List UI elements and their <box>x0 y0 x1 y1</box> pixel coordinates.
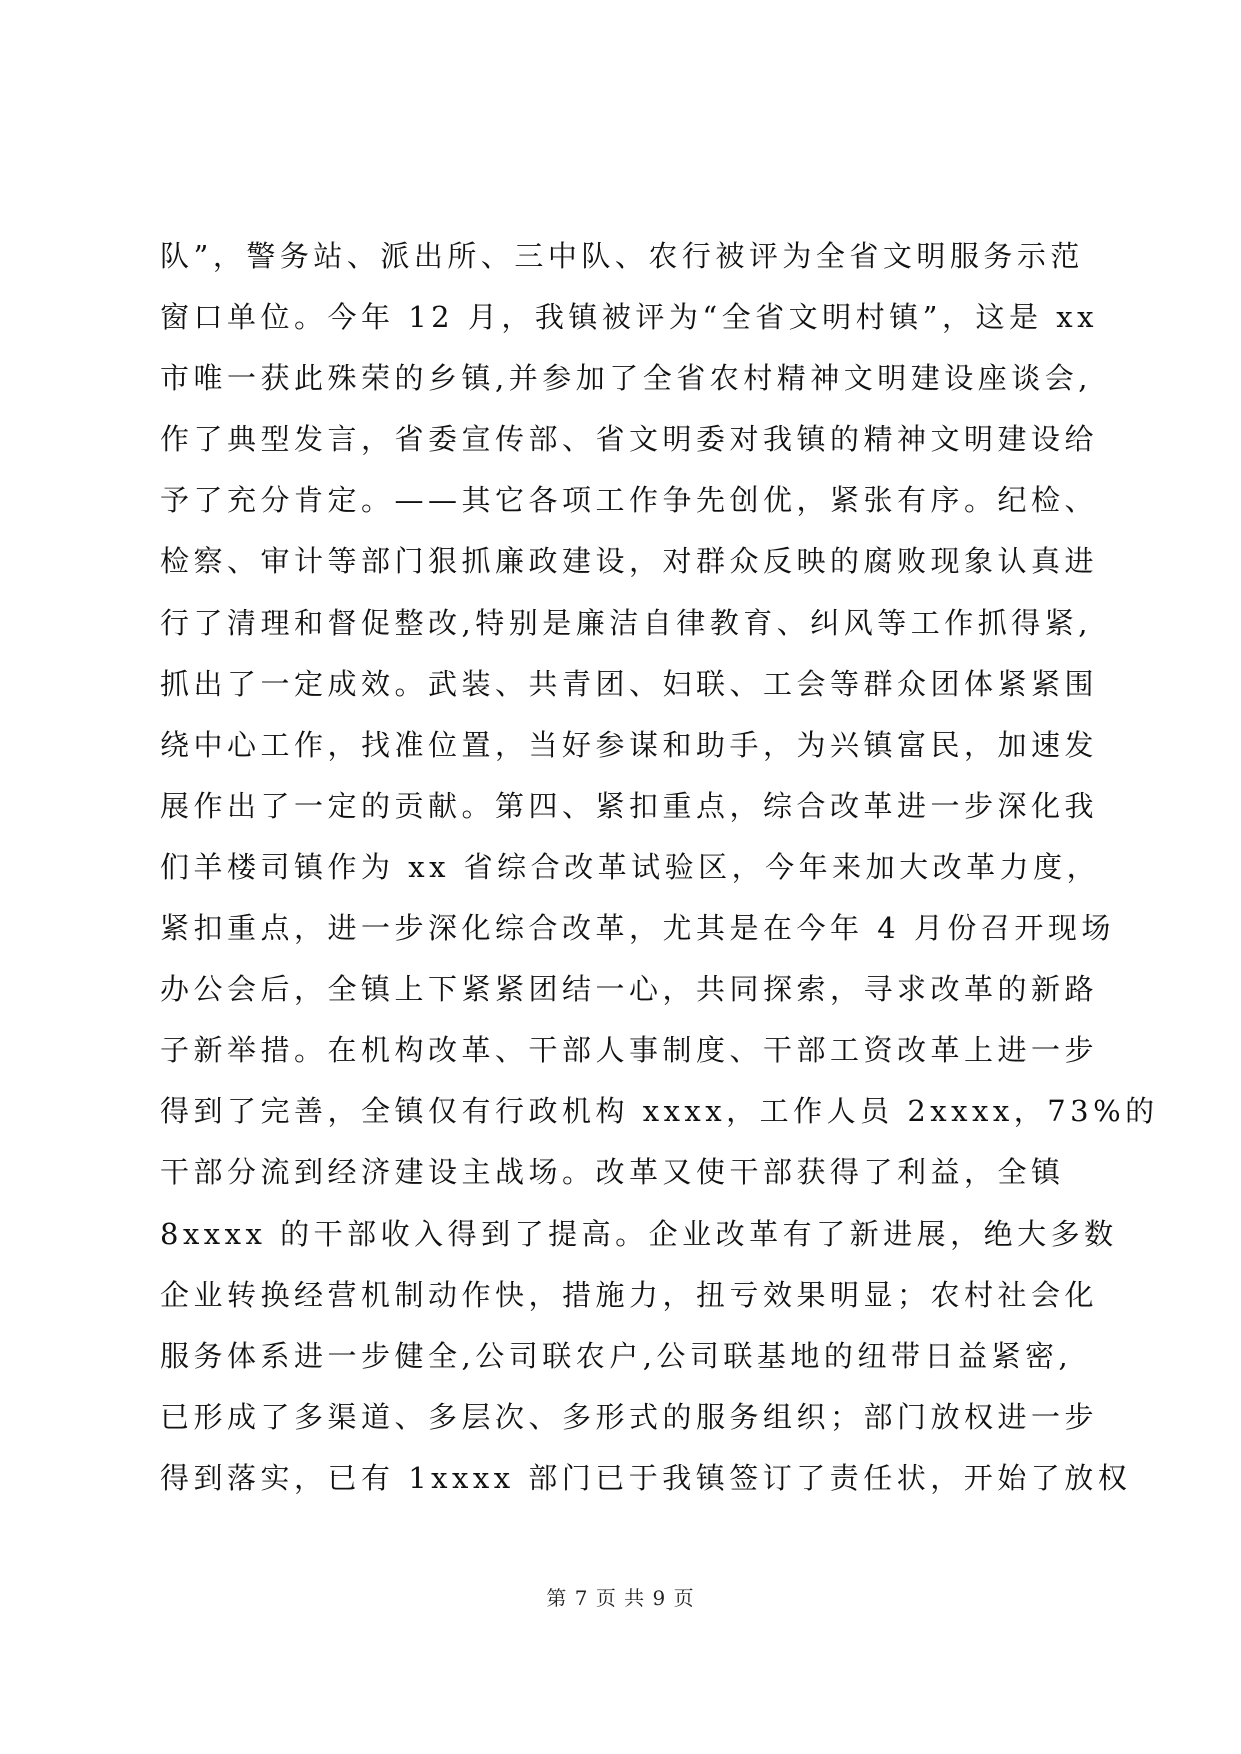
text-line: 抓出了一定成效。武装、共青团、妇联、工会等群众团体紧紧围 <box>160 666 1099 701</box>
text-line: 予了充分肯定。——其它各项工作争先创优，紧张有序。纪检、 <box>160 483 1099 518</box>
text-line: 得到了完善，全镇仅有行政机构 xxxx，工作人员 2xxxx，73%的 <box>160 1094 1159 1129</box>
text-line: 服务体系进一步健全,公司联农户,公司联基地的纽带日益紧密, <box>160 1338 1073 1373</box>
text-line: 检察、审计等部门狠抓廉政建设，对群众反映的腐败现象认真进 <box>160 544 1099 579</box>
text-line: 8xxxx 的干部收入得到了提高。企业改革有了新进展，绝大多数 <box>160 1216 1118 1251</box>
body-text <box>160 226 1159 1509</box>
text-line: 队”，警务站、派出所、三中队、农行被评为全省文明服务示范 <box>160 239 1084 273</box>
page-number-label: 第 7 页 共 9 页 <box>546 1586 695 1610</box>
text-line: 展作出了一定的贡献。第四、紧扣重点，综合改革进一步深化我 <box>160 788 1099 823</box>
text-line: 干部分流到经济建设主战场。改革又使干部获得了利益，全镇 <box>160 1155 1065 1190</box>
text-line: 子新举措。在机构改革、干部人事制度、干部工资改革上进一步 <box>160 1033 1099 1068</box>
text-line: 作了典型发言，省委宣传部、省文明委对我镇的精神文明建设给 <box>160 422 1099 457</box>
text-line: 紧扣重点，进一步深化综合改革，尤其是在今年 4 月份召开现场 <box>160 911 1115 946</box>
text-line: 窗口单位。今年 12 月，我镇被评为“全省文明村镇”，这是 xx <box>160 300 1098 335</box>
text-line: 绕中心工作，找准位置，当好参谋和助手，为兴镇富民，加速发 <box>160 727 1099 762</box>
text-line: 行了清理和督促整改,特别是廉洁自律教育、纠风等工作抓得紧, <box>160 605 1092 640</box>
text-line: 已形成了多渠道、多层次、多形式的服务组织；部门放权进一步 <box>160 1399 1099 1434</box>
text-line: 企业转换经营机制动作快，措施力，扭亏效果明显；农村社会化 <box>160 1277 1099 1312</box>
page-footer <box>0 1582 1241 1611</box>
text-line: 市唯一获此殊荣的乡镇,并参加了全省农村精神文明建设座谈会, <box>160 361 1092 396</box>
text-line: 们羊楼司镇作为 xx 省综合改革试验区，今年来加大改革力度， <box>160 849 1101 884</box>
text-line: 得到落实，已有 1xxxx 部门已于我镇签订了责任状，开始了放权 <box>160 1460 1132 1495</box>
text-line: 办公会后，全镇上下紧紧团结一心，共同探索，寻求改革的新路 <box>160 972 1099 1007</box>
